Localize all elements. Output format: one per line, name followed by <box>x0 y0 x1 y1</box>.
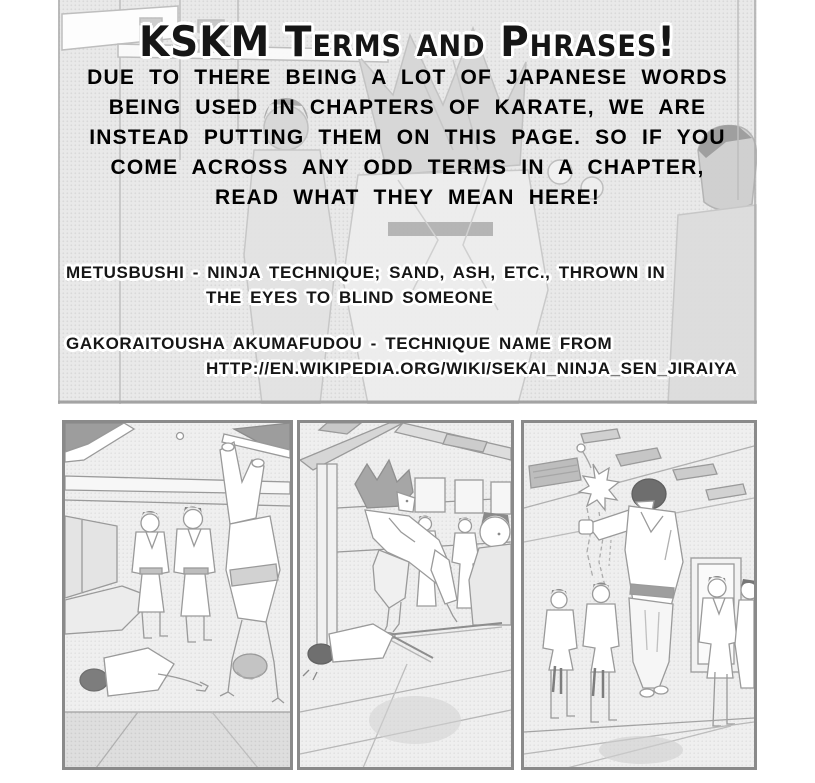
term-line: METUSBUSHI - NINJA TECHNIQUE; SAND, ASH, ETC., THROWN IN <box>66 263 666 282</box>
term-definition-metusbushi <box>66 261 766 310</box>
intro-text <box>30 63 785 213</box>
intro-line: DUE TO THERE BEING A LOT OF JAPANESE WORDS <box>87 66 728 89</box>
term-definition-gakoraitousha <box>66 332 766 381</box>
term-line: THE EYES TO BLIND SOMEONE <box>206 287 494 307</box>
manga-panel-jump-punch <box>521 420 757 770</box>
manga-panel-staff <box>297 420 514 770</box>
manga-panel-handstand <box>62 420 293 770</box>
intro-line: INSTEAD PUTTING THEM ON THIS PAGE. SO IF YOU <box>89 126 726 149</box>
intro-line: BEING USED IN CHAPTERS OF KARATE, WE ARE <box>108 96 707 119</box>
term-link-line: HTTP://EN.WIKIPEDIA.ORG/WIKI/SEKAI_NINJA_SEN_JIRAIYA <box>206 358 738 378</box>
page-title: KSKM Terms and Phrases! <box>138 18 677 67</box>
intro-line: COME ACROSS ANY ODD TERMS IN A CHAPTER, <box>110 156 705 179</box>
intro-line: READ WHAT THEY MEAN HERE! <box>214 186 601 209</box>
bottom-panel-row <box>0 420 815 770</box>
term-line: GAKORAITOUSHA AKUMAFUDOU - TECHNIQUE NAME FROM <box>66 334 613 353</box>
